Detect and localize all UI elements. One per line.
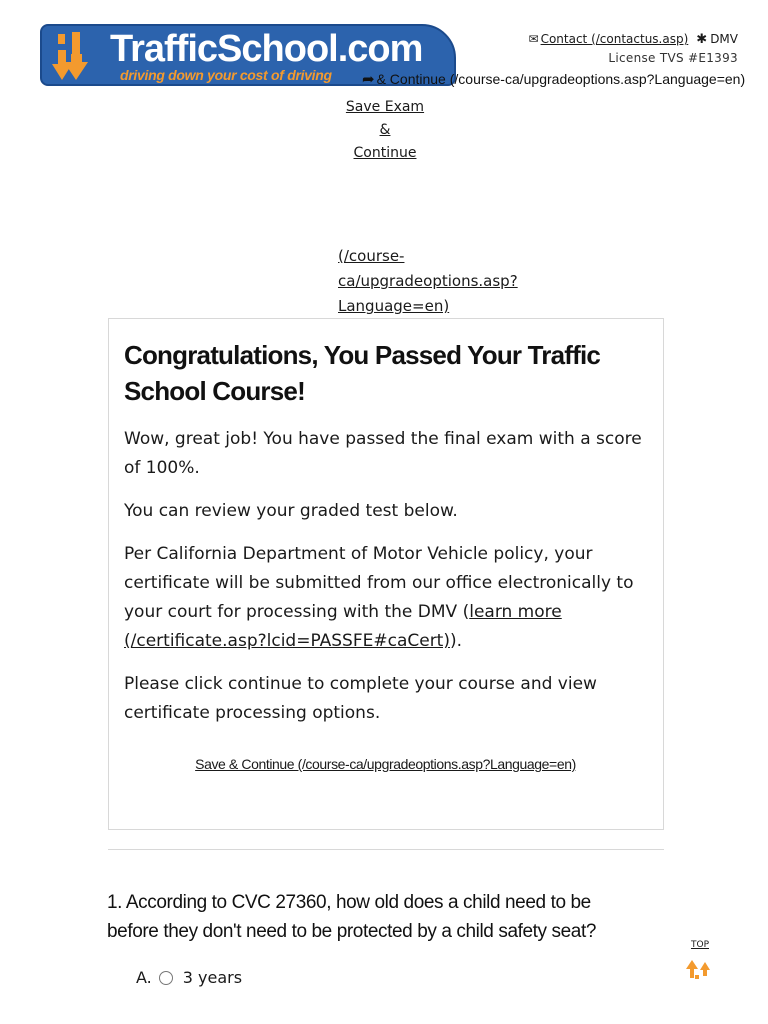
top-link[interactable]: TOP (690, 940, 709, 950)
question-1 (107, 888, 647, 946)
answer-letter: A. (136, 968, 152, 987)
section-divider (108, 849, 664, 850)
header-contact (529, 30, 739, 67)
card-title: Congratulations, You Passed Your Traffic School Course! (124, 340, 601, 406)
asterisk-icon: ✱ (696, 32, 708, 47)
contact-link[interactable]: Contact (/contactus.asp) (540, 32, 689, 46)
save-exam-line2[interactable]: & (379, 122, 391, 138)
arrow-icon: ➦ (362, 71, 375, 88)
registered-mark: ® (443, 26, 450, 36)
save-exam-continue-link[interactable] (340, 96, 430, 165)
course-link-line2[interactable]: ca/upgradeoptions.asp? (338, 272, 518, 290)
save-exam-line1[interactable]: Save Exam (345, 99, 425, 115)
score-text: Wow, great job! You have passed the final exam with a score of 100%. (124, 429, 642, 478)
course-link-line1[interactable]: (/course- (338, 247, 405, 265)
scroll-top-icon[interactable] (686, 958, 712, 980)
mail-icon: ✉ (528, 32, 539, 46)
logo-wordmark: TrafficSchool.com (110, 28, 423, 70)
license-number: License TVS #E1393 (608, 51, 738, 65)
dmv-label: DMV (710, 32, 738, 46)
certificate-policy-text (124, 540, 647, 656)
continue-link-top[interactable] (362, 70, 745, 88)
review-text: You can review your graded test below. (124, 501, 458, 521)
continue-instructions: Please click continue to complete your course and view certificate processing options. (124, 674, 597, 723)
logo-tagline: driving down your cost of driving (120, 67, 332, 83)
policy-text-before: Per California Department of Motor Vehicle policy, your certificate will be submitted from our office electronically to your court for processing with the DMV ( (124, 544, 634, 622)
answer-radio[interactable] (159, 971, 173, 985)
policy-text-after: ). (449, 631, 463, 651)
continue-link-text: & Continue (/course-ca/upgradeoptions.asp?Language=en) (376, 71, 746, 87)
congratulations-card (108, 318, 664, 830)
answer-option-a[interactable] (136, 968, 242, 987)
save-continue-button[interactable]: Save & Continue (/course-ca/upgradeoptions.asp?Language=en) (195, 756, 576, 772)
upgrade-options-link[interactable] (338, 244, 518, 319)
learn-more-link[interactable]: learn more (/certificate.asp?lcid=PASSFE#caCert) (124, 602, 562, 651)
save-exam-line3[interactable]: Continue (353, 145, 417, 161)
question-text: According to CVC 27360, how old does a child need to be before they don't need to be protected by a child safety seat? (107, 892, 597, 942)
question-number: 1. (107, 892, 123, 913)
logo-arrows-icon (52, 30, 108, 82)
answer-text: 3 years (182, 968, 243, 987)
course-link-line3[interactable]: Language=en) (338, 297, 450, 315)
